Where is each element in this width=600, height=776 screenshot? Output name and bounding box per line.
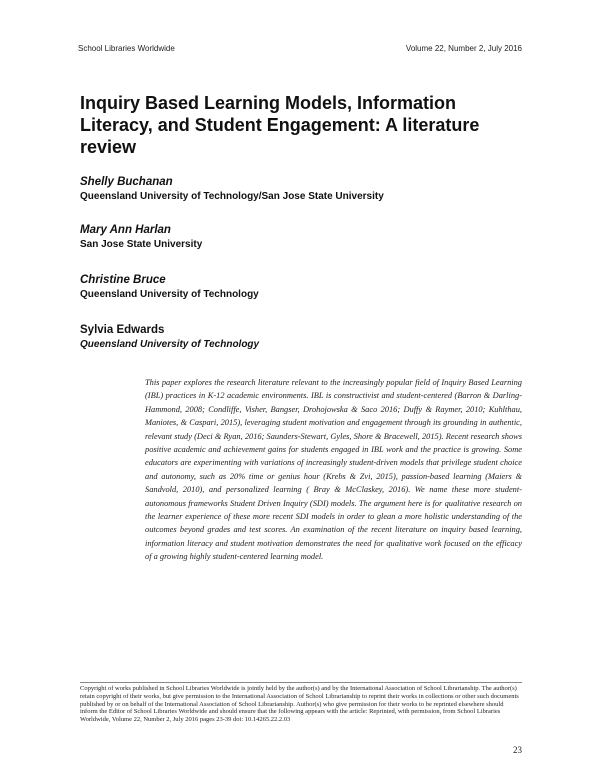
author-affiliation: Queensland University of Technology [80, 289, 259, 300]
paper-title: Inquiry Based Learning Models, Information Literacy, and Student Engagement: A literature review [80, 93, 480, 157]
copyright-notice: Copyright of works published in School Libraries Worldwide is jointly held by the author(s) and by the International Association of School Librarianship. The author(s) retain copyright of their works, but give permission to the International Association of School Librarianship to reprint their works in collections or other such documents published by or on behalf of the International Association of School Librarianship. Author(s) who give permission for their works to be reprinted elsewhere should inform the Editor of School Libraries Worldwide and should ensure that the following appears with the article: Reprinted, with permission, from School Libraries Worldwide, Volume 22, Number 2, July 2016 pages 23-39 doi: 10.14265.22.2.03 [80, 682, 522, 724]
issue-info: Volume 22, Number 2, July 2016 [405, 44, 522, 53]
journal-name: School Libraries Worldwide [78, 44, 175, 53]
author-block [80, 223, 540, 252]
abstract: This paper explores the research literature relevant to the increasingly popular field of Inquiry Based Learning (IBL) practices in K-12 academic environments. IBL is constructivist and student-centered (Barron & Darling-Hammond, 2008; Condliffe, Visher, Bangser, Drohojowska & Saco 2016; Duffy & Raymer, 2010; Kuhlthau, Maniotes, & Caspari, 2015), leveraging student motivation and engagement through its grounding in authentic, relevant study (Deci & Ryan, 2016; Saunders-Stewart, Gyles, Shore & Bracewell, 2015). Recent research shows positive academic and achievement gains for students engaged in IBL work and the practice is growing. Some educators are experimenting with variations of increasingly student-driven models that privilege student choice and autonomy, such as 20% time or genius hour (Krebs & Zvi, 2015), passion-based learning (Maiers & Sandvold, 2010), and personalized learning ( Bray & McClaskey, 2016). We name these more student-autonomous frameworks Student Driven Inquiry (SDI) models. The argument here is for qualitative research on the learner experience of these more recent SDI models in order to glean a more holistic understanding of the outcomes beyond grades and test scores. An examination of the recent literature on inquiry based learning, information literacy and student motivation demonstrates the need for qualitative work focused on the efficacy of a growing highly student-centered learning model. [145, 378, 522, 562]
author-name: Sylvia Edwards [80, 324, 165, 336]
running-header [78, 44, 522, 53]
author-name: Christine Bruce [80, 274, 166, 286]
author-affiliation: Queensland University of Technology/San Jose State University [80, 191, 384, 202]
author-block [80, 323, 540, 352]
author-name: Mary Ann Harlan [80, 224, 171, 236]
author-block [80, 273, 540, 302]
author-name: Shelly Buchanan [80, 176, 173, 188]
author-affiliation: Queensland University of Technology [80, 339, 260, 350]
page-number: 23 [513, 745, 522, 755]
author-affiliation: San Jose State University [80, 239, 203, 250]
author-block [80, 175, 540, 204]
